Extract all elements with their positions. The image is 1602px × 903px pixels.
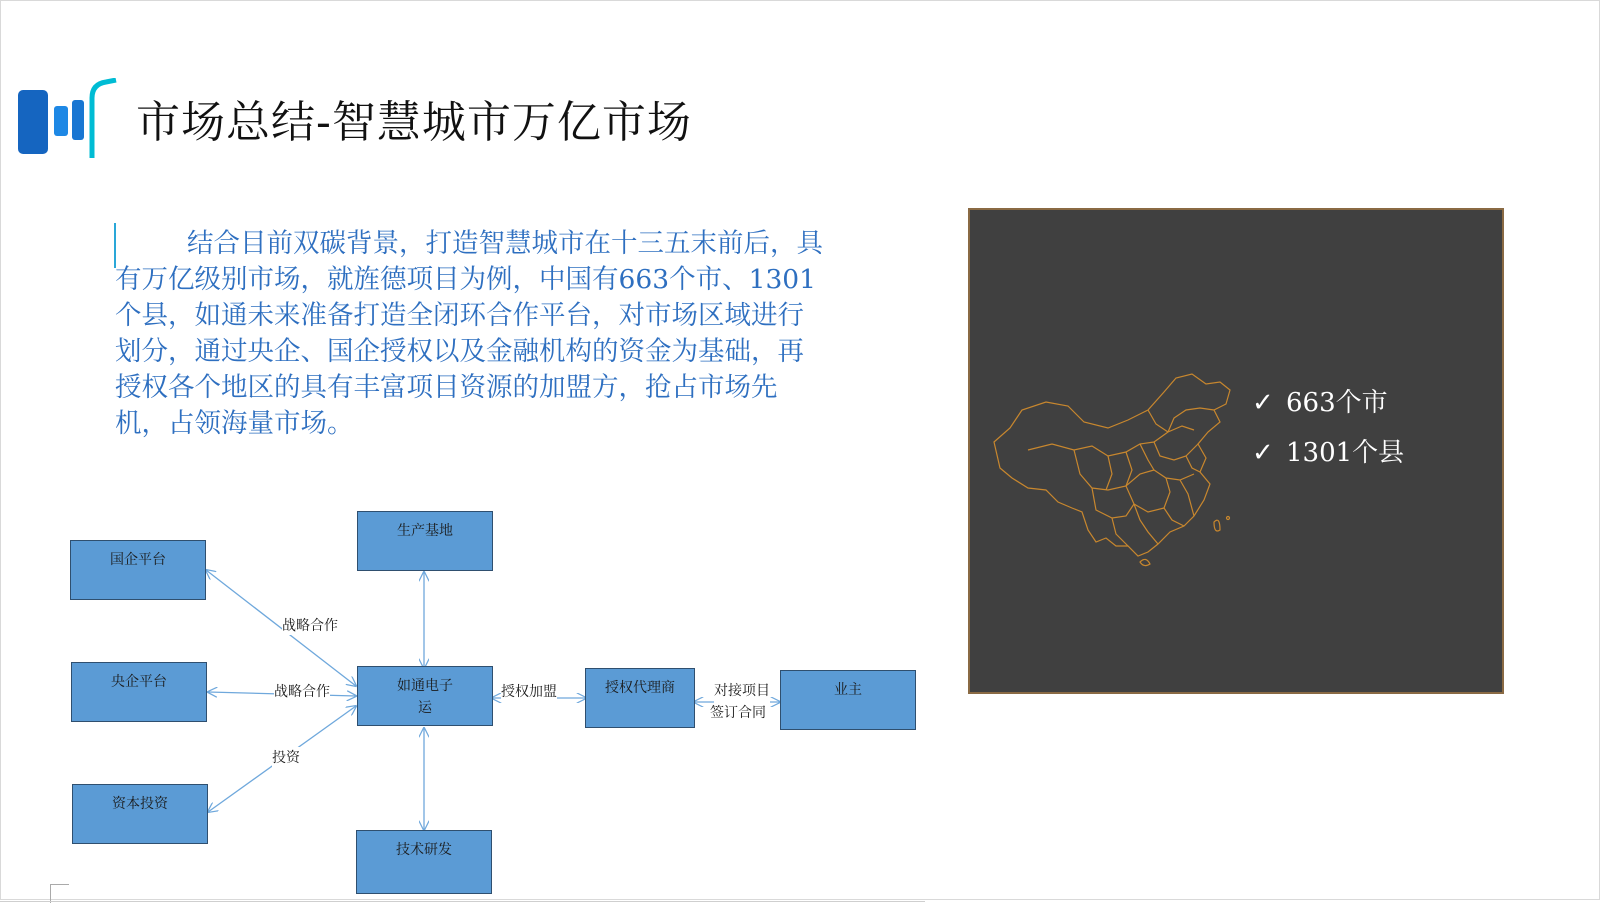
map-panel [968, 208, 1504, 694]
edge-label-strategic-1: 战略合作 [282, 615, 338, 635]
node-production-base [357, 511, 493, 571]
node-tech-rd-label: 技术研发 [396, 842, 452, 858]
node-central-soe-platform-label: 央企平台 [111, 674, 167, 690]
node-soe-platform-label: 国企平台 [110, 552, 166, 568]
node-owner [780, 670, 916, 730]
node-soe-platform [70, 540, 206, 600]
node-central-soe-platform [71, 662, 207, 722]
summary-paragraph: 结合目前双碳背景，打造智慧城市在十三五末前后，具有万亿级别市场，就旌德项目为例，中国有663个市、1301个县，如通未来准备打造全闭环合作平台，对市场区域进行划分，通过央企、国企授权以及金融机构的资金为基础，再授权各个地区的具有丰富项目资源的加盟方，抢占市场先机，占领海量市场。 [115, 228, 823, 439]
check-icon: ✓ [1252, 438, 1274, 468]
stat-counties [1252, 432, 1404, 469]
node-capital-investment [72, 784, 208, 844]
node-tech-rd [356, 830, 492, 894]
check-icon: ✓ [1252, 388, 1274, 418]
node-rutong [357, 666, 493, 726]
brand-logo-icon [16, 78, 120, 162]
edge-label-strategic-2: 战略合作 [274, 681, 330, 701]
slide-title: 市场总结-智慧城市万亿市场 [136, 97, 692, 148]
stat-cities [1252, 382, 1388, 419]
partner-network-diagram [0, 500, 940, 902]
edge-label-agent-owner-line1: 对接项目 [714, 683, 770, 699]
edge-label-investment: 投资 [272, 747, 300, 767]
edge-label-agent-owner [710, 680, 770, 724]
decorative-corner-line [18, 220, 118, 270]
china-map-icon [988, 370, 1244, 570]
node-production-base-label: 生产基地 [397, 523, 453, 539]
edge-label-franchise: 授权加盟 [501, 681, 557, 701]
node-rutong-label: 如通电子运 [397, 678, 453, 716]
node-authorized-agent-label: 授权代理商 [605, 680, 675, 696]
node-capital-investment-label: 资本投资 [112, 796, 168, 812]
node-owner-label: 业主 [834, 682, 862, 698]
stat-counties-text: 1301个县 [1286, 438, 1405, 468]
edge-label-agent-owner-line2: 签订合同 [710, 705, 766, 721]
stat-cities-text: 663个市 [1286, 388, 1388, 418]
node-authorized-agent [585, 668, 695, 728]
